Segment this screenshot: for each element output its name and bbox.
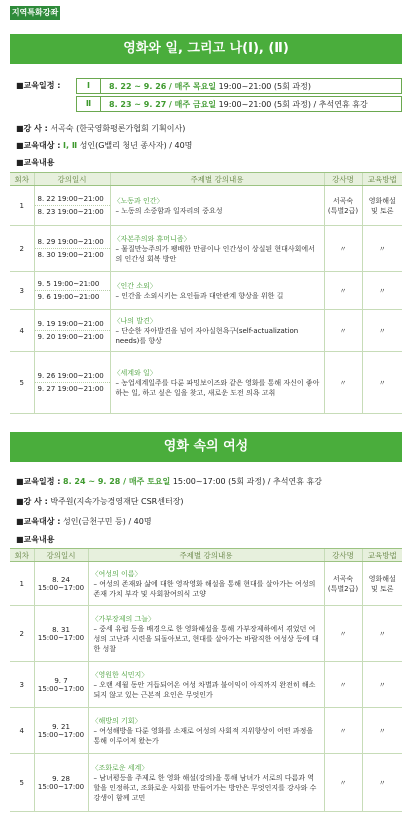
s1-schedule-label: ■교육일정 :	[16, 81, 61, 90]
table-row: 3 9. 5 19:00~21:00 9. 6 19:00~21:00 〈인간 소외〉 – 인간을 소외시키는 요인들과 대안관계 향상을 위한 길 〃 〃	[10, 272, 402, 310]
table-row: 1 8. 24 15:00~17:00 〈여성의 이름〉 – 여성의 존재와 삶에 대한 영작영화 해설을 통해 현대를 살아가는 여성의 존재 가치 부각 및 사회참여의식 고양 서곡숙 (특별2급) 영화해설 및 토론	[10, 562, 402, 606]
table-header: 회차 강의일시 주제별 강의내용 강사명 교육방법	[10, 549, 402, 562]
table-row: 2 8. 29 19:00~21:00 8. 30 19:00~21:00 〈자본주의와 휴머니즘〉 – 물질만능주의가 팽배한 만큼이나 인간성이 상실된 현대사회에서의 인간성 회복 방안 〃 〃	[10, 226, 402, 272]
s1-content-label: ■교육내용	[16, 158, 55, 167]
roman-numeral: Ⅱ	[77, 97, 101, 111]
section1-title: 영화와 일, 그리고 나(Ⅰ), (Ⅱ)	[10, 34, 402, 64]
s2-target: ■교육대상 : 성인(금천구민 등) / 40명	[16, 517, 152, 526]
schedule-text: 8. 23 ~ 9. 27 / 매주 금요일 19:00~21:00 (5회 과정) / 추석연휴 휴강	[109, 99, 368, 109]
table-row: 2 8. 31 15:00~17:00 〈가부장제의 그늘〉 – 중세 유럽 등을 배경으로 한 영화해설을 통해 가부장제하에서 겪었던 여성의 고난과 시련을 되돌아보고, 현대를 살아가는 바람직한 여성상 등에 대한 성찰 〃 〃	[10, 606, 402, 662]
s2-table	[10, 548, 402, 812]
table-row: 1 8. 22 19:00~21:00 8. 23 19:00~21:00 〈노동과 인간〉 – 노동의 소중함과 일자리의 중요성 서곡숙 (특별2급) 영화해설 및 토론	[10, 186, 402, 226]
s1-target: ■교육대상 : Ⅰ, Ⅱ 성인(G밸리 청년 종사자) / 40명	[16, 141, 193, 150]
s2-instructor: ■강 사 : 박주원(지속가능경영재단 CSR센터장)	[16, 497, 184, 506]
table-row: 5 9. 26 19:00~21:00 9. 27 19:00~21:00 〈세계와 일〉 – 농업세계일주를 다룬 파밍보이즈와 같은 영화를 통해 자신이 좋아하는 일, 하고 싶은 일을 찾고, 새로운 도전 의욕 고취 〃 〃	[10, 352, 402, 414]
table-header: 회차 강의일시 주제별 강의내용 강사명 교육방법	[10, 173, 402, 186]
schedule-text: 8. 22 ~ 9. 26 / 매주 목요일 19:00~21:00 (5회 과정)	[109, 81, 311, 91]
s2-content-label: ■교육내용	[16, 535, 55, 544]
s1-schedule-row-1	[76, 78, 402, 94]
table-row: 5 9. 28 15:00~17:00 〈조화로운 세계〉 – 남녀평등을 주제로 한 영화 해설(강의)을 통해 남녀가 서로의 다름과 역할을 인정하고, 조화로운 사회를 만들어가는 방안은 무엇인지를 강사와 수강생이 함께 고민 〃 〃	[10, 754, 402, 812]
s1-schedule-row-2	[76, 96, 402, 112]
s1-table	[10, 172, 402, 414]
roman-numeral: Ⅰ	[77, 79, 101, 93]
section2-title: 영화 속의 여성	[10, 432, 402, 462]
s2-schedule: ■교육일정 : 8. 24 ~ 9. 28 / 매주 토요일 15:00~17:00 (5회 과정) / 추석연휴 휴강	[16, 477, 322, 486]
s1-instructor: ■강 사 : 서곡숙 (한국영화평론가협회 기획이사)	[16, 124, 186, 133]
table-row: 4 9. 21 15:00~17:00 〈해방의 기회〉 – 여성해방을 다룬 영화를 소재로 여성의 사회적 지위향상이 어떤 과정을 통해 이루어져 왔는가 〃 〃	[10, 708, 402, 754]
header-tag: 지역특화강좌	[10, 6, 60, 20]
table-row: 3 9. 7 15:00~17:00 〈영원한 식민지〉 – 오랜 세월 동안 거듭되어온 여성 차별과 불이익이 아직까지 완전히 해소되지 않고 있는 근본적 요인은 무엇인가 〃 〃	[10, 662, 402, 708]
table-row: 4 9. 19 19:00~21:00 9. 20 19:00~21:00 〈나의 발견〉 – 단순한 자아발견을 넘어 자아실현욕구(self-actualization needs)를 향상 〃 〃	[10, 310, 402, 352]
